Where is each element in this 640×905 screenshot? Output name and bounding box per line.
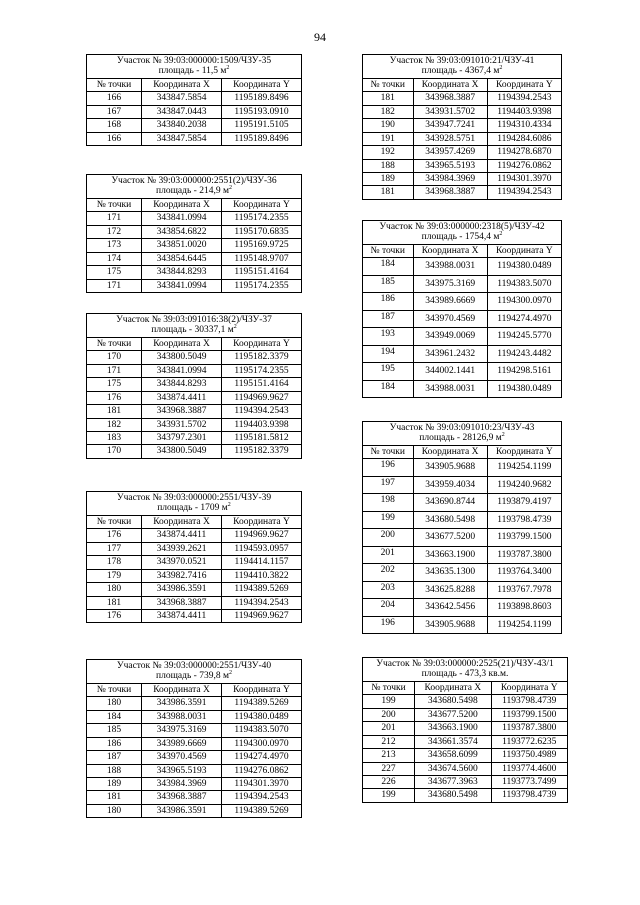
table-row: 170 343800.5049 1195182.3379 bbox=[87, 445, 302, 458]
table-row: 226 343677.3963 1193773.7499 bbox=[363, 775, 568, 788]
plot-title: Участок № 39:03:000000:2551/ЧЗУ-40 площадь - 739,8 $м^2$ bbox=[87, 660, 302, 684]
table-row: 182 343931.5702 1194403.9398 bbox=[363, 105, 562, 118]
table-row: 184 343988.0031 1194380.0489 bbox=[87, 710, 302, 723]
table-row: 188 343965.5193 1194276.0862 bbox=[363, 159, 562, 172]
table-row: 177 343939.2621 1194593.0957 bbox=[87, 542, 302, 555]
point-header: № точки bbox=[87, 337, 142, 350]
y-header: Координата Y bbox=[487, 244, 561, 257]
table-row: 175 343844.8293 1195151.4164 bbox=[87, 266, 302, 279]
table-row: 166 343847.5854 1195189.8496 bbox=[87, 132, 302, 145]
plot-table-42 bbox=[362, 220, 562, 398]
table-row: 197 343959.4034 1194240.9682 bbox=[363, 476, 562, 494]
table-row: 193 343949.0069 1194245.5770 bbox=[363, 328, 562, 346]
y-header: Координата Y bbox=[222, 78, 302, 91]
table-row: 192 343957.4269 1194278.6870 bbox=[363, 146, 562, 159]
table-row: 198 343690.8744 1193879.4197 bbox=[363, 494, 562, 512]
x-header: Координата X bbox=[413, 244, 487, 257]
table-row: 194 343961.2432 1194243.4482 bbox=[363, 345, 562, 363]
table-row: 170 343800.5049 1195182.3379 bbox=[87, 351, 302, 364]
table-row: 172 343854.6822 1195170.6835 bbox=[87, 225, 302, 238]
table-row: 181 343968.3887 1194394.2543 bbox=[87, 405, 302, 418]
plot-table-35 bbox=[86, 54, 302, 146]
table-row: 173 343851.0020 1195169.9725 bbox=[87, 239, 302, 252]
plot-table-39 bbox=[86, 491, 302, 623]
table-row: 200 343677.5200 1193799.1500 bbox=[363, 708, 568, 721]
table-row: 180 343986.3591 1194389.5269 bbox=[87, 697, 302, 710]
x-header: Координата X bbox=[142, 198, 222, 211]
y-header: Координата Y bbox=[491, 681, 567, 694]
table-row: 190 343947.7241 1194310.4334 bbox=[363, 119, 562, 132]
x-header: Координата X bbox=[413, 445, 487, 458]
table-row: 186 343989.6669 1194300.0970 bbox=[87, 737, 302, 750]
table-row: 171 343841.0994 1195174.2355 bbox=[87, 212, 302, 225]
table-row: 189 343984.3969 1194301.3970 bbox=[363, 172, 562, 185]
plot-table-37 bbox=[86, 313, 302, 459]
table-row: 179 343982.7416 1194410.3822 bbox=[87, 569, 302, 582]
table-row: 180 343986.3591 1194389.5269 bbox=[87, 804, 302, 817]
table-row: 212 343661.3574 1193772.6235 bbox=[363, 735, 568, 748]
y-header: Координата Y bbox=[487, 78, 561, 91]
table-row: 213 343658.6099 1193750.4989 bbox=[363, 749, 568, 762]
table-row: 191 343928.5751 1194284.6086 bbox=[363, 132, 562, 145]
point-header: № точки bbox=[87, 515, 142, 528]
table-row: 196 343905.9688 1194254.1199 bbox=[363, 616, 562, 634]
plot-table-43 bbox=[362, 421, 562, 634]
plot-table-43-1 bbox=[362, 657, 568, 803]
table-row: 184 343988.0031 1194380.0489 bbox=[363, 380, 562, 398]
y-header: Координата Y bbox=[222, 198, 302, 211]
plot-title: Участок № 39:03:091016:38(2)/ЧЗУ-37 площадь - 30337,1 $м^2$ bbox=[87, 314, 302, 338]
table-row: 182 343931.5702 1194403.9398 bbox=[87, 418, 302, 431]
table-row: 199 343680.5498 1193798.4739 bbox=[363, 695, 568, 708]
table-row: 181 343968.3887 1194394.2543 bbox=[87, 791, 302, 804]
plot-title: Участок № 39:03:091010:21/ЧЗУ-41 площадь - 4367,4 $м^2$ bbox=[363, 55, 562, 79]
table-row: 176 343874.4411 1194969.9627 bbox=[87, 529, 302, 542]
y-header: Координата Y bbox=[222, 683, 302, 696]
table-row: 180 343986.3591 1194389.5269 bbox=[87, 583, 302, 596]
point-header: № точки bbox=[87, 198, 142, 211]
table-row: 200 343677.5200 1193799.1500 bbox=[363, 529, 562, 547]
table-row: 185 343975.3169 1194383.5070 bbox=[87, 724, 302, 737]
plot-table-36 bbox=[86, 174, 302, 293]
point-header: № точки bbox=[87, 78, 142, 91]
table-row: 186 343989.6669 1194300.0970 bbox=[363, 293, 562, 311]
plot-title: Участок № 39:03:000000:2525(21)/ЧЗУ-43/1 площадь - 473,3 кв.м. bbox=[363, 658, 568, 682]
table-row: 199 343680.5498 1193798.4739 bbox=[363, 511, 562, 529]
y-header: Координата Y bbox=[222, 337, 302, 350]
plot-title: Участок № 39:03:000000:2551/ЧЗУ-39 площадь - 1709 $м^2$ bbox=[87, 492, 302, 516]
table-row: 199 343680.5498 1193798.4739 bbox=[363, 789, 568, 802]
table-row: 202 343635.1300 1193764.3400 bbox=[363, 564, 562, 582]
page-number: 94 bbox=[314, 30, 326, 44]
x-header: Координата X bbox=[415, 681, 491, 694]
table-row: 176 343874.4411 1194969.9627 bbox=[87, 609, 302, 622]
table-row: 175 343844.8293 1195151.4164 bbox=[87, 378, 302, 391]
table-row: 187 343970.4569 1194274.4970 bbox=[363, 310, 562, 328]
plot-title: Участок № 39:03:000000:2318(5)/ЧЗУ-42 площадь - 1754,4 $м^2$ bbox=[363, 221, 562, 245]
point-header: № точки bbox=[87, 683, 142, 696]
point-header: № точки bbox=[363, 244, 414, 257]
table-row: 178 343970.0521 1194414.1157 bbox=[87, 556, 302, 569]
point-header: № точки bbox=[363, 681, 415, 694]
table-row: 204 343642.5456 1193898.8603 bbox=[363, 599, 562, 617]
plot-title: Участок № 39:03:000000:1509/ЧЗУ-35 площадь - 11,5 $м^2$ bbox=[87, 55, 302, 79]
x-header: Координата X bbox=[142, 337, 222, 350]
table-row: 174 343854.6445 1195148.9707 bbox=[87, 252, 302, 265]
table-row: 184 343988.0031 1194380.0489 bbox=[363, 258, 562, 276]
y-header: Координата Y bbox=[222, 515, 302, 528]
table-row: 171 343841.0994 1195174.2355 bbox=[87, 364, 302, 377]
table-row: 168 343840.2038 1195191.5105 bbox=[87, 119, 302, 132]
x-header: Координата X bbox=[413, 78, 487, 91]
table-row: 188 343965.5193 1194276.0862 bbox=[87, 764, 302, 777]
point-header: № точки bbox=[363, 78, 414, 91]
table-row: 201 343663.1900 1193787.3800 bbox=[363, 546, 562, 564]
x-header: Координата X bbox=[142, 515, 222, 528]
table-row: 196 343905.9688 1194254.1199 bbox=[363, 459, 562, 477]
table-row: 176 343874.4411 1194969.9627 bbox=[87, 391, 302, 404]
table-row: 171 343841.0994 1195174.2355 bbox=[87, 279, 302, 292]
y-header: Координата Y bbox=[487, 445, 561, 458]
table-row: 185 343975.3169 1194383.5070 bbox=[363, 275, 562, 293]
plot-table-40 bbox=[86, 659, 302, 818]
plot-table-41 bbox=[362, 54, 562, 200]
table-row: 201 343663.1900 1193787.3800 bbox=[363, 722, 568, 735]
table-row: 187 343970.4569 1194274.4970 bbox=[87, 751, 302, 764]
table-row: 181 343968.3887 1194394.2543 bbox=[363, 92, 562, 105]
table-row: 195 344002.1441 1194298.5161 bbox=[363, 363, 562, 381]
table-row: 203 343625.8288 1193767.7978 bbox=[363, 581, 562, 599]
table-row: 181 343968.3887 1194394.2543 bbox=[87, 596, 302, 609]
x-header: Координата X bbox=[142, 78, 222, 91]
plot-title: Участок № 39:03:000000:2551(2)/ЧЗУ-36 площадь - 214,9 $м^2$ bbox=[87, 175, 302, 199]
table-row: 166 343847.5854 1195189.8496 bbox=[87, 92, 302, 105]
table-row: 227 343674.5600 1193774.4600 bbox=[363, 762, 568, 775]
table-row: 183 343797.2301 1195181.5812 bbox=[87, 431, 302, 444]
table-row: 167 343847.0443 1195193.0910 bbox=[87, 105, 302, 118]
table-row: 189 343984.3969 1194301.3970 bbox=[87, 777, 302, 790]
plot-title: Участок № 39:03:091010:23/ЧЗУ-43 площадь - 28126,9 $м^2$ bbox=[363, 422, 562, 446]
point-header: № точки bbox=[363, 445, 414, 458]
x-header: Координата X bbox=[142, 683, 222, 696]
table-row: 181 343968.3887 1194394.2543 bbox=[363, 186, 562, 199]
